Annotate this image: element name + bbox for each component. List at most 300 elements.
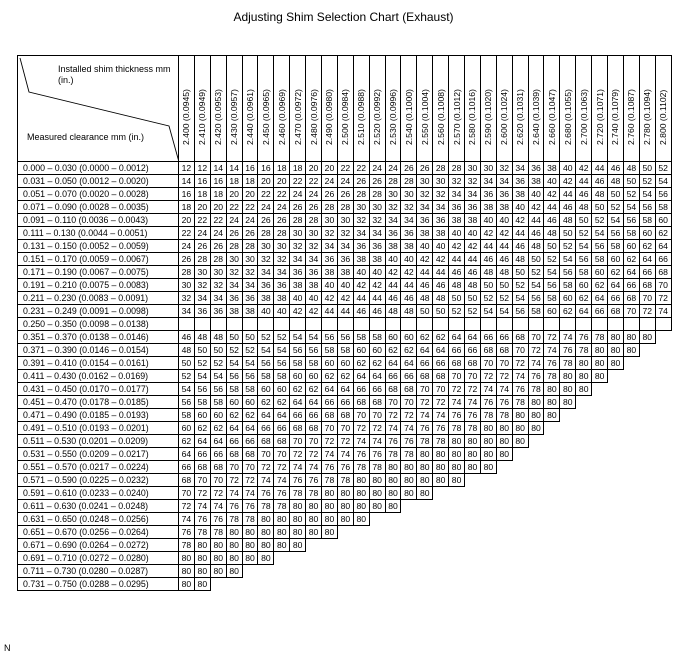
column-header-label: 2.540 (0.1000) — [403, 89, 414, 145]
shim-number-cell: 26 — [258, 214, 274, 227]
column-header-label: 2.590 (0.1020) — [483, 89, 494, 145]
shim-number-cell — [179, 318, 195, 331]
shim-number-cell: 70 — [465, 370, 481, 383]
empty-cell — [480, 526, 496, 539]
shim-number-cell: 80 — [226, 565, 242, 578]
shim-number-cell: 36 — [528, 162, 544, 175]
shim-number-cell: 68 — [449, 357, 465, 370]
shim-number-cell: 66 — [179, 461, 195, 474]
empty-cell — [385, 552, 401, 565]
shim-number-cell: 56 — [544, 279, 560, 292]
shim-number-cell: 18 — [210, 188, 226, 201]
shim-number-cell: 68 — [401, 383, 417, 396]
empty-cell — [592, 396, 608, 409]
shim-number-cell: 60 — [322, 357, 338, 370]
shim-number-cell: 78 — [480, 409, 496, 422]
shim-number-cell: 80 — [560, 396, 576, 409]
column-header-label: 2.800 (0.1102) — [658, 89, 669, 145]
empty-cell — [560, 526, 576, 539]
shim-number-cell: 48 — [194, 331, 210, 344]
empty-cell — [623, 474, 639, 487]
shim-number-cell: 30 — [401, 188, 417, 201]
shim-number-cell: 54 — [242, 357, 258, 370]
empty-cell — [528, 578, 544, 591]
empty-cell — [369, 526, 385, 539]
shim-number-cell — [242, 318, 258, 331]
empty-cell — [655, 448, 671, 461]
shim-number-cell: 78 — [226, 513, 242, 526]
empty-cell — [544, 487, 560, 500]
clearance-range-label: 0.571 – 0.590 (0.0225 – 0.0232) — [18, 474, 179, 487]
shim-number-cell: 80 — [592, 344, 608, 357]
shim-number-cell: 76 — [306, 474, 322, 487]
shim-number-cell: 68 — [385, 383, 401, 396]
shim-number-cell: 36 — [210, 305, 226, 318]
shim-number-cell: 26 — [306, 201, 322, 214]
shim-number-cell: 32 — [353, 214, 369, 227]
shim-number-cell: 80 — [480, 448, 496, 461]
column-header-label: 2.620 (0.1031) — [515, 89, 526, 145]
empty-cell — [512, 539, 528, 552]
shim-number-cell — [433, 318, 449, 331]
empty-cell — [592, 474, 608, 487]
empty-cell — [480, 552, 496, 565]
shim-number-cell: 32 — [274, 253, 290, 266]
shim-number-cell — [369, 318, 385, 331]
empty-cell — [306, 578, 322, 591]
shim-number-cell: 58 — [322, 344, 338, 357]
empty-cell — [306, 539, 322, 552]
column-header — [385, 56, 401, 162]
empty-cell — [623, 487, 639, 500]
clearance-range-label: 0.451 – 0.470 (0.0178 – 0.0185) — [18, 396, 179, 409]
shim-number-cell: 74 — [226, 487, 242, 500]
table-row — [18, 409, 672, 422]
shim-number-cell — [544, 318, 560, 331]
shim-number-cell: 80 — [576, 383, 592, 396]
shim-number-cell: 54 — [496, 305, 512, 318]
shim-number-cell: 80 — [258, 539, 274, 552]
empty-cell — [592, 526, 608, 539]
shim-number-cell: 68 — [417, 370, 433, 383]
shim-number-cell: 80 — [480, 461, 496, 474]
shim-number-cell: 42 — [465, 240, 481, 253]
shim-number-cell: 76 — [274, 487, 290, 500]
shim-number-cell: 28 — [385, 175, 401, 188]
clearance-range-label: 0.411 – 0.430 (0.0162 – 0.0169) — [18, 370, 179, 383]
shim-number-cell: 64 — [337, 383, 353, 396]
empty-cell — [592, 578, 608, 591]
shim-number-cell: 42 — [353, 279, 369, 292]
shim-number-cell: 24 — [274, 201, 290, 214]
shim-number-cell: 64 — [322, 383, 338, 396]
shim-number-cell: 22 — [306, 175, 322, 188]
empty-cell — [449, 487, 465, 500]
shim-number-cell: 50 — [194, 344, 210, 357]
shim-number-cell: 68 — [608, 305, 624, 318]
shim-number-cell: 40 — [480, 214, 496, 227]
shim-number-cell: 68 — [179, 474, 195, 487]
shim-number-cell: 80 — [353, 487, 369, 500]
shim-number-cell — [194, 318, 210, 331]
shim-number-cell: 36 — [290, 266, 306, 279]
shim-number-cell: 34 — [496, 175, 512, 188]
shim-number-cell: 70 — [274, 448, 290, 461]
empty-cell — [608, 370, 624, 383]
shim-number-cell: 30 — [210, 266, 226, 279]
shim-number-cell: 16 — [242, 162, 258, 175]
empty-cell — [512, 513, 528, 526]
empty-cell — [385, 578, 401, 591]
column-header — [337, 56, 353, 162]
empty-cell — [623, 409, 639, 422]
shim-number-cell: 36 — [337, 253, 353, 266]
shim-number-cell: 12 — [194, 162, 210, 175]
shim-number-cell: 76 — [322, 461, 338, 474]
shim-number-cell: 12 — [179, 162, 195, 175]
shim-number-cell: 54 — [512, 292, 528, 305]
column-header-label: 2.450 (0.0965) — [260, 89, 271, 145]
shim-number-cell: 46 — [608, 162, 624, 175]
empty-cell — [528, 526, 544, 539]
shim-number-cell: 20 — [226, 188, 242, 201]
empty-cell — [560, 461, 576, 474]
shim-number-cell: 58 — [528, 305, 544, 318]
shim-number-cell: 28 — [369, 188, 385, 201]
shim-number-cell: 38 — [353, 253, 369, 266]
empty-cell — [353, 552, 369, 565]
column-header-label: 2.570 (0.1012) — [451, 89, 462, 145]
shim-number-cell: 66 — [623, 279, 639, 292]
shim-number-cell: 32 — [210, 279, 226, 292]
empty-cell — [608, 578, 624, 591]
empty-cell — [258, 578, 274, 591]
shim-number-cell: 34 — [179, 305, 195, 318]
shim-number-cell: 52 — [258, 331, 274, 344]
shim-number-cell: 34 — [417, 201, 433, 214]
empty-cell — [544, 513, 560, 526]
column-header-label: 2.510 (0.0988) — [356, 89, 367, 145]
shim-number-cell: 38 — [528, 175, 544, 188]
shim-number-cell: 34 — [258, 266, 274, 279]
shim-number-cell: 68 — [433, 370, 449, 383]
shim-number-cell: 54 — [528, 279, 544, 292]
empty-cell — [655, 331, 671, 344]
column-header — [353, 56, 369, 162]
empty-cell — [353, 565, 369, 578]
empty-cell — [417, 565, 433, 578]
clearance-range-label: 0.631 – 0.650 (0.0248 – 0.0256) — [18, 513, 179, 526]
shim-number-cell: 80 — [417, 487, 433, 500]
shim-number-cell: 52 — [194, 357, 210, 370]
shim-number-cell: 80 — [179, 578, 195, 591]
column-header-label: 2.530 (0.0996) — [388, 89, 399, 145]
shim-number-cell: 18 — [226, 175, 242, 188]
shim-number-cell: 62 — [226, 409, 242, 422]
shim-number-cell: 62 — [290, 383, 306, 396]
empty-cell — [449, 552, 465, 565]
column-header — [655, 56, 671, 162]
column-header — [226, 56, 242, 162]
shim-number-cell: 72 — [322, 435, 338, 448]
shim-number-cell: 50 — [449, 292, 465, 305]
shim-number-cell: 76 — [480, 396, 496, 409]
shim-number-cell: 70 — [369, 409, 385, 422]
empty-cell — [528, 552, 544, 565]
empty-cell — [608, 513, 624, 526]
column-header-label: 2.600 (0.1024) — [499, 89, 510, 145]
shim-number-cell: 16 — [194, 175, 210, 188]
shim-number-cell: 58 — [210, 396, 226, 409]
empty-cell — [592, 422, 608, 435]
shim-number-cell: 50 — [417, 305, 433, 318]
empty-cell — [560, 422, 576, 435]
shim-number-cell: 42 — [337, 292, 353, 305]
shim-number-cell: 36 — [417, 214, 433, 227]
shim-number-cell: 72 — [353, 422, 369, 435]
shim-number-cell: 24 — [179, 240, 195, 253]
empty-cell — [274, 565, 290, 578]
shim-number-cell: 44 — [480, 240, 496, 253]
shim-number-cell: 72 — [369, 422, 385, 435]
empty-cell — [655, 396, 671, 409]
column-header-label: 2.760 (0.1087) — [626, 89, 637, 145]
shim-number-cell: 28 — [449, 162, 465, 175]
shim-number-cell: 70 — [306, 435, 322, 448]
shim-number-cell: 22 — [353, 162, 369, 175]
shim-number-cell: 68 — [226, 448, 242, 461]
column-header-label: 2.550 (0.1004) — [419, 89, 430, 145]
shim-number-cell: 72 — [480, 370, 496, 383]
shim-number-cell: 64 — [353, 370, 369, 383]
shim-number-cell: 54 — [655, 175, 671, 188]
empty-cell — [608, 526, 624, 539]
shim-number-cell: 44 — [544, 201, 560, 214]
shim-number-cell: 40 — [337, 279, 353, 292]
shim-number-cell: 18 — [290, 162, 306, 175]
shim-number-cell: 54 — [306, 331, 322, 344]
empty-cell — [337, 526, 353, 539]
shim-number-cell: 24 — [322, 175, 338, 188]
shim-number-cell: 46 — [417, 279, 433, 292]
table-row — [18, 318, 672, 331]
column-header — [592, 56, 608, 162]
column-header-label: 2.520 (0.0992) — [372, 89, 383, 145]
column-header-label: 2.480 (0.0976) — [308, 89, 319, 145]
shim-number-cell: 34 — [465, 188, 481, 201]
shim-number-cell: 48 — [560, 214, 576, 227]
empty-cell — [465, 474, 481, 487]
shim-number-cell: 80 — [528, 409, 544, 422]
empty-cell — [608, 565, 624, 578]
shim-number-cell: 62 — [592, 279, 608, 292]
shim-number-cell: 44 — [496, 240, 512, 253]
shim-number-cell: 72 — [274, 461, 290, 474]
clearance-range-label: 0.111 – 0.130 (0.0044 – 0.0051) — [18, 227, 179, 240]
shim-number-cell: 64 — [226, 422, 242, 435]
empty-cell — [639, 370, 655, 383]
shim-number-cell: 30 — [322, 214, 338, 227]
shim-number-cell: 80 — [226, 552, 242, 565]
shim-number-cell: 76 — [226, 500, 242, 513]
shim-number-cell: 80 — [306, 513, 322, 526]
shim-number-cell: 78 — [433, 435, 449, 448]
shim-number-cell: 46 — [560, 201, 576, 214]
shim-number-cell: 74 — [242, 487, 258, 500]
shim-number-cell: 76 — [290, 474, 306, 487]
empty-cell — [639, 539, 655, 552]
shim-number-cell: 80 — [194, 578, 210, 591]
shim-number-cell: 52 — [544, 253, 560, 266]
empty-cell — [465, 565, 481, 578]
shim-number-cell: 30 — [194, 266, 210, 279]
shim-number-cell: 48 — [623, 162, 639, 175]
clearance-range-label: 0.000 – 0.030 (0.0000 – 0.0012) — [18, 162, 179, 175]
shim-number-cell: 58 — [306, 357, 322, 370]
shim-number-cell: 80 — [417, 474, 433, 487]
shim-number-cell: 52 — [623, 188, 639, 201]
shim-number-cell: 46 — [512, 240, 528, 253]
shim-number-cell: 34 — [194, 292, 210, 305]
shim-number-cell: 28 — [353, 188, 369, 201]
shim-number-cell — [512, 318, 528, 331]
shim-number-cell: 64 — [258, 409, 274, 422]
shim-number-cell: 80 — [449, 474, 465, 487]
shim-number-cell: 58 — [623, 227, 639, 240]
shim-number-cell: 80 — [369, 474, 385, 487]
shim-number-cell — [274, 318, 290, 331]
shim-number-cell: 78 — [353, 461, 369, 474]
shim-number-cell: 30 — [417, 175, 433, 188]
shim-number-cell: 32 — [337, 227, 353, 240]
shim-number-cell: 46 — [496, 253, 512, 266]
shim-number-cell: 72 — [417, 396, 433, 409]
shim-number-cell: 36 — [369, 240, 385, 253]
empty-cell — [560, 552, 576, 565]
clearance-range-label: 0.651 – 0.670 (0.0256 – 0.0264) — [18, 526, 179, 539]
shim-number-cell: 54 — [194, 370, 210, 383]
empty-cell — [623, 383, 639, 396]
shim-number-cell: 62 — [576, 292, 592, 305]
shim-number-cell: 80 — [592, 370, 608, 383]
shim-number-cell: 68 — [258, 435, 274, 448]
empty-cell — [560, 435, 576, 448]
empty-cell — [528, 539, 544, 552]
shim-number-cell: 60 — [401, 331, 417, 344]
shim-number-cell: 36 — [433, 214, 449, 227]
shim-number-cell: 62 — [433, 331, 449, 344]
shim-number-cell: 34 — [480, 175, 496, 188]
column-header — [242, 56, 258, 162]
empty-cell — [623, 435, 639, 448]
shim-number-cell: 56 — [274, 357, 290, 370]
shim-number-cell: 80 — [401, 461, 417, 474]
shim-number-cell: 42 — [512, 214, 528, 227]
shim-number-cell: 80 — [179, 565, 195, 578]
shim-number-cell: 38 — [258, 292, 274, 305]
empty-cell — [576, 552, 592, 565]
shim-number-cell: 80 — [353, 474, 369, 487]
shim-number-cell: 46 — [576, 188, 592, 201]
shim-number-cell: 50 — [560, 227, 576, 240]
shim-number-cell — [560, 318, 576, 331]
shim-number-cell: 36 — [322, 253, 338, 266]
shim-number-cell: 66 — [274, 422, 290, 435]
clearance-range-label: 0.671 – 0.690 (0.0264 – 0.0272) — [18, 539, 179, 552]
empty-cell — [401, 552, 417, 565]
shim-number-cell: 46 — [401, 292, 417, 305]
shim-number-cell: 54 — [592, 227, 608, 240]
empty-cell — [480, 513, 496, 526]
shim-number-cell: 56 — [576, 253, 592, 266]
shim-number-cell: 18 — [242, 175, 258, 188]
empty-cell — [655, 383, 671, 396]
shim-number-cell: 34 — [242, 279, 258, 292]
clearance-range-label: 0.351 – 0.370 (0.0138 – 0.0146) — [18, 331, 179, 344]
shim-number-cell: 50 — [210, 344, 226, 357]
empty-cell — [544, 565, 560, 578]
shim-number-cell: 34 — [322, 240, 338, 253]
empty-cell — [385, 539, 401, 552]
empty-cell — [592, 513, 608, 526]
shim-number-cell: 44 — [528, 214, 544, 227]
shim-number-cell: 56 — [290, 344, 306, 357]
empty-cell — [480, 487, 496, 500]
column-header-label: 2.660 (0.1047) — [546, 89, 557, 145]
empty-cell — [655, 487, 671, 500]
shim-number-cell: 76 — [512, 383, 528, 396]
empty-cell — [496, 487, 512, 500]
shim-number-cell: 26 — [290, 201, 306, 214]
empty-cell — [496, 500, 512, 513]
empty-cell — [639, 409, 655, 422]
shim-number-cell: 76 — [194, 513, 210, 526]
clearance-range-label: 0.491 – 0.510 (0.0193 – 0.0201) — [18, 422, 179, 435]
shim-number-cell: 50 — [639, 162, 655, 175]
shim-number-cell: 70 — [480, 357, 496, 370]
shim-number-cell: 30 — [480, 162, 496, 175]
shim-number-cell: 22 — [258, 188, 274, 201]
shim-number-cell: 32 — [258, 253, 274, 266]
shim-number-cell: 58 — [258, 370, 274, 383]
shim-number-cell: 32 — [290, 240, 306, 253]
shim-number-cell: 48 — [210, 331, 226, 344]
shim-number-cell: 80 — [290, 500, 306, 513]
shim-number-cell: 28 — [322, 201, 338, 214]
table-row — [18, 175, 672, 188]
shim-number-cell: 26 — [353, 175, 369, 188]
shim-number-cell: 34 — [512, 162, 528, 175]
shim-number-cell: 58 — [369, 331, 385, 344]
empty-cell — [639, 448, 655, 461]
shim-number-cell: 68 — [369, 396, 385, 409]
empty-cell — [623, 422, 639, 435]
shim-number-cell: 42 — [449, 240, 465, 253]
shim-number-cell: 62 — [401, 344, 417, 357]
shim-number-cell: 50 — [592, 201, 608, 214]
shim-number-cell: 72 — [528, 344, 544, 357]
shim-number-cell: 38 — [242, 305, 258, 318]
empty-cell — [528, 435, 544, 448]
shim-number-cell: 38 — [465, 214, 481, 227]
shim-number-cell: 78 — [194, 526, 210, 539]
shim-number-cell: 80 — [242, 526, 258, 539]
shim-number-cell: 78 — [322, 474, 338, 487]
shim-number-cell: 38 — [306, 279, 322, 292]
shim-number-cell: 58 — [194, 396, 210, 409]
empty-cell — [322, 539, 338, 552]
shim-number-cell: 76 — [576, 331, 592, 344]
